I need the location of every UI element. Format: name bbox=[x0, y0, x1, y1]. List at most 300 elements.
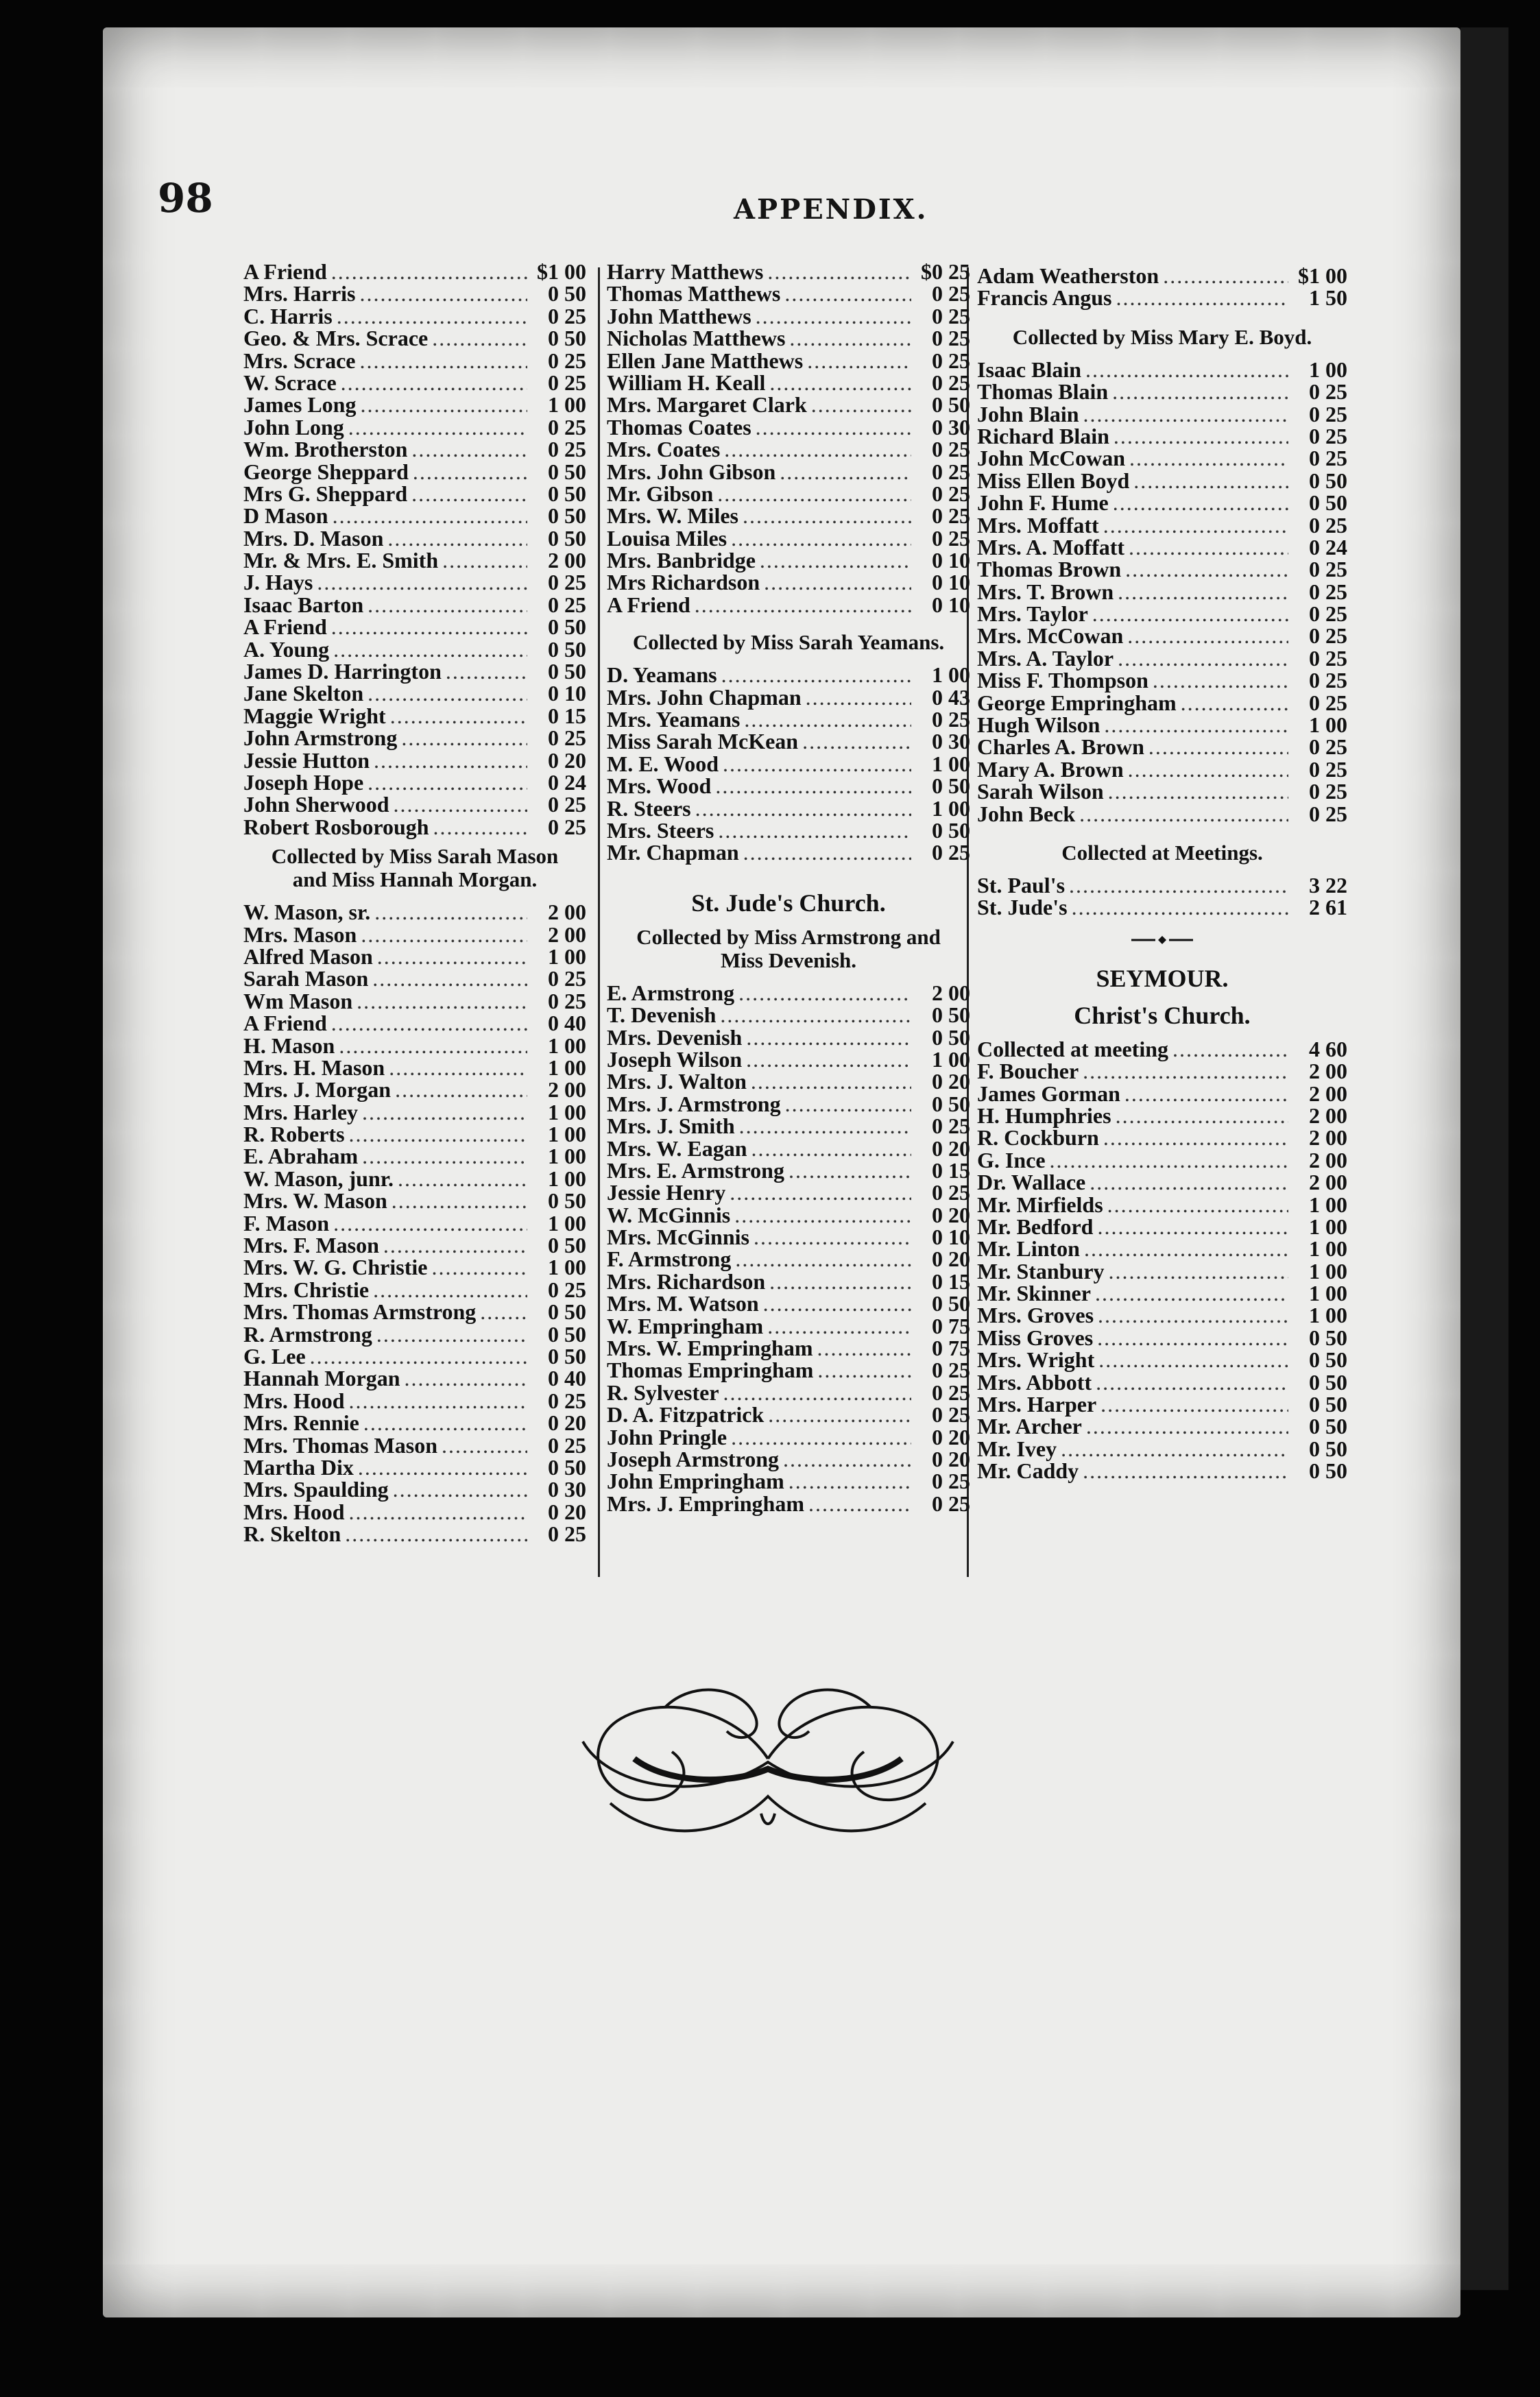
leader-dots bbox=[1112, 381, 1288, 402]
donation-amount: 0 25 bbox=[932, 1469, 970, 1494]
donation-amount: 0 50 bbox=[932, 1024, 970, 1050]
donor-row bbox=[607, 392, 970, 418]
donor-row bbox=[607, 686, 970, 708]
donor-name: Richard Blain bbox=[977, 423, 1109, 448]
leader-dots bbox=[348, 416, 527, 438]
donor-row bbox=[607, 372, 970, 394]
donor-row bbox=[243, 1012, 586, 1034]
donor-row bbox=[977, 287, 1347, 309]
leader-dots bbox=[767, 261, 911, 282]
leader-dots bbox=[333, 1212, 527, 1234]
donation-amount: 2 61 bbox=[1309, 895, 1347, 920]
leader-dots bbox=[1128, 758, 1288, 780]
leader-dots bbox=[1116, 1105, 1288, 1127]
donor-name: Mrs. McGinnis bbox=[607, 1225, 749, 1250]
donation-amount: 0 25 bbox=[548, 1277, 586, 1302]
donor-name: Mr. Archer bbox=[977, 1414, 1082, 1439]
donor-name: Thomas Empringham bbox=[607, 1358, 814, 1383]
leader-dots bbox=[387, 527, 527, 549]
page-edge-shadow bbox=[1460, 27, 1508, 2290]
donor-name: Mrs. T. Brown bbox=[977, 579, 1114, 604]
donor-name: F. Mason bbox=[243, 1210, 330, 1236]
donation-amount: 0 25 bbox=[548, 966, 586, 991]
donor-row bbox=[607, 1204, 970, 1226]
donor-name: Mr. Mirfields bbox=[977, 1192, 1103, 1217]
donor-row bbox=[607, 775, 970, 797]
leader-dots bbox=[401, 727, 527, 749]
donor-name: A Friend bbox=[607, 592, 690, 617]
leader-dots bbox=[377, 945, 527, 967]
donor-row bbox=[607, 327, 970, 349]
donor-name: M. E. Wood bbox=[607, 751, 719, 776]
leader-dots bbox=[349, 1123, 527, 1145]
leader-dots bbox=[1095, 1282, 1288, 1304]
donor-name: James Gorman bbox=[977, 1081, 1120, 1106]
donor-row bbox=[977, 1460, 1347, 1482]
donation-amount: 2 00 bbox=[1309, 1147, 1347, 1172]
donor-row bbox=[607, 708, 970, 730]
collector-heading: Collected by Miss Sarah Yeamans. bbox=[632, 630, 945, 655]
donor-name: John Empringham bbox=[607, 1469, 784, 1494]
donation-amount: 1 00 bbox=[932, 751, 970, 776]
leader-dots bbox=[1103, 1127, 1288, 1148]
donor-row bbox=[977, 379, 1347, 405]
donation-amount: 2 00 bbox=[1309, 1125, 1347, 1151]
donor-name: Mrs. Christie bbox=[243, 1277, 370, 1302]
donor-row bbox=[607, 438, 970, 460]
leader-dots bbox=[784, 282, 911, 304]
donor-name: Mrs. H. Mason bbox=[243, 1055, 385, 1080]
donor-row bbox=[243, 1523, 586, 1545]
donor-name: Mrs. Harley bbox=[243, 1099, 359, 1124]
donor-name: Mrs. John Chapman bbox=[607, 684, 802, 710]
donation-amount: 0 25 bbox=[1309, 690, 1347, 715]
donor-row bbox=[243, 1212, 586, 1234]
leader-dots bbox=[1097, 1216, 1288, 1238]
donation-amount: 0 50 bbox=[548, 1188, 586, 1214]
leader-dots bbox=[398, 1168, 527, 1190]
donor-row bbox=[243, 1145, 586, 1167]
place-heading: SEYMOUR. bbox=[1096, 964, 1229, 992]
donor-name: Harry Matthews bbox=[607, 259, 764, 284]
donation-amount: 0 25 bbox=[932, 840, 970, 865]
donation-amount: 0 25 bbox=[1309, 401, 1347, 426]
donation-amount: 0 40 bbox=[548, 1366, 586, 1391]
donation-amount: 0 75 bbox=[932, 1336, 970, 1361]
donation-amount: 0 25 bbox=[548, 592, 586, 617]
donor-list bbox=[607, 664, 970, 864]
donation-amount: 0 25 bbox=[1309, 801, 1347, 826]
leader-dots bbox=[339, 1035, 527, 1057]
donor-row bbox=[977, 669, 1347, 691]
donation-amount: 0 10 bbox=[932, 1225, 970, 1250]
donation-amount: 0 50 bbox=[548, 459, 586, 484]
donor-name: Joseph Wilson bbox=[607, 1046, 743, 1072]
donation-amount: 0 20 bbox=[932, 1446, 970, 1471]
leader-dots bbox=[760, 549, 911, 571]
donor-row bbox=[607, 1315, 970, 1337]
donor-row bbox=[243, 571, 586, 593]
donor-name: John F. Hume bbox=[977, 490, 1109, 516]
donor-row bbox=[607, 305, 970, 327]
donor-name: Mrs. Thomas Mason bbox=[243, 1432, 437, 1458]
donor-row bbox=[977, 714, 1347, 736]
leader-dots bbox=[1114, 425, 1288, 447]
donation-amount: 1 00 bbox=[932, 795, 970, 821]
donation-amount: 0 50 bbox=[548, 1299, 586, 1325]
donor-row bbox=[243, 1456, 586, 1478]
donor-name: Mrs. Yeamans bbox=[607, 707, 741, 732]
donor-name: Jane Skelton bbox=[243, 681, 364, 706]
donor-name: Mrs Richardson bbox=[607, 570, 760, 595]
donor-name: H. Humphries bbox=[977, 1103, 1111, 1128]
donation-amount: 0 25 bbox=[1309, 579, 1347, 604]
donor-name: Mrs. Moffatt bbox=[977, 512, 1099, 538]
leader-dots bbox=[374, 901, 527, 923]
collector-heading: Collected by Miss Armstrong and Miss Devenish. bbox=[636, 924, 941, 972]
leader-dots bbox=[362, 1145, 527, 1167]
donor-name: Wm. Brotherston bbox=[243, 437, 408, 462]
donation-amount: 1 00 bbox=[932, 662, 970, 688]
donation-amount: 0 10 bbox=[932, 570, 970, 595]
leader-dots bbox=[746, 1048, 911, 1070]
donation-amount: 0 50 bbox=[548, 326, 586, 351]
donor-row bbox=[607, 1070, 970, 1092]
donation-amount: 2 00 bbox=[548, 1077, 586, 1103]
donor-row bbox=[607, 1115, 970, 1137]
column-3 bbox=[977, 265, 1347, 1482]
donor-name: Mr. Ivey bbox=[977, 1436, 1057, 1461]
leader-dots bbox=[1118, 647, 1288, 669]
donor-row bbox=[243, 616, 586, 638]
donation-amount: 0 25 bbox=[1309, 446, 1347, 471]
donation-amount: 0 25 bbox=[932, 1358, 970, 1383]
donation-amount: 0 25 bbox=[932, 348, 970, 373]
donor-name: W. McGinnis bbox=[607, 1202, 731, 1227]
donor-row bbox=[607, 1026, 970, 1048]
donor-row bbox=[977, 1371, 1347, 1393]
leader-dots bbox=[730, 1181, 911, 1203]
leader-dots bbox=[1086, 1415, 1288, 1437]
donor-row bbox=[607, 1337, 970, 1359]
leader-dots bbox=[331, 616, 527, 638]
donor-list bbox=[607, 982, 970, 1515]
leader-dots bbox=[695, 797, 911, 819]
donation-amount: 1 00 bbox=[1309, 357, 1347, 382]
donation-amount: 1 00 bbox=[548, 943, 586, 969]
donation-amount: 0 50 bbox=[1309, 1458, 1347, 1484]
leader-dots bbox=[817, 1337, 911, 1359]
donor-name: F. Armstrong bbox=[607, 1246, 732, 1272]
leader-dots bbox=[743, 841, 911, 863]
donor-name: Jessie Henry bbox=[607, 1180, 726, 1205]
leader-dots bbox=[413, 461, 527, 483]
donor-row bbox=[977, 1304, 1347, 1326]
leader-dots bbox=[337, 305, 527, 327]
donor-row bbox=[977, 803, 1347, 825]
donor-row bbox=[243, 638, 586, 660]
donor-row bbox=[243, 1035, 586, 1057]
donation-amount: 0 25 bbox=[548, 414, 586, 439]
donor-row bbox=[977, 492, 1347, 514]
donor-row bbox=[243, 261, 586, 282]
donor-row bbox=[607, 841, 970, 863]
donor-row bbox=[977, 1349, 1347, 1371]
donation-amount: 1 00 bbox=[548, 1099, 586, 1124]
leader-dots bbox=[723, 753, 911, 775]
donation-amount: 0 25 bbox=[932, 303, 970, 328]
leader-dots bbox=[743, 505, 911, 527]
donor-row bbox=[243, 816, 586, 838]
donor-name: Mr. Skinner bbox=[977, 1281, 1091, 1306]
leader-dots bbox=[349, 1501, 527, 1523]
leader-dots bbox=[1129, 447, 1288, 469]
leader-dots bbox=[1125, 558, 1288, 580]
donor-name: John Long bbox=[243, 414, 344, 439]
collector-heading: Collected by Miss Mary E. Boyd. bbox=[1012, 324, 1312, 349]
donor-row bbox=[977, 1327, 1347, 1349]
leader-dots bbox=[1153, 669, 1288, 691]
donation-amount: 2 00 bbox=[1309, 1170, 1347, 1195]
donation-amount: 0 25 bbox=[1309, 423, 1347, 448]
donation-amount: 0 25 bbox=[548, 1432, 586, 1458]
donor-row bbox=[243, 1323, 586, 1345]
donor-name: Mr. & Mrs. E. Smith bbox=[243, 548, 439, 573]
donor-name: John Blain bbox=[977, 401, 1079, 426]
leader-dots bbox=[1103, 514, 1288, 536]
donor-row bbox=[607, 1248, 970, 1270]
leader-dots bbox=[1108, 780, 1288, 802]
donor-name: John Beck bbox=[977, 801, 1076, 826]
donor-name: W. Mason, sr. bbox=[243, 900, 371, 925]
leader-dots bbox=[1163, 265, 1288, 287]
leader-dots bbox=[1124, 1083, 1288, 1105]
donor-row bbox=[243, 350, 586, 372]
leader-dots bbox=[1096, 1371, 1288, 1393]
donor-name: Isaac Blain bbox=[977, 357, 1082, 382]
donation-amount: 0 30 bbox=[932, 414, 970, 439]
donor-row bbox=[977, 647, 1347, 669]
donor-name: Adam Weatherston bbox=[977, 263, 1159, 288]
donor-name: Mrs. W. Empringham bbox=[607, 1336, 813, 1361]
donor-name: Mrs G. Sheppard bbox=[243, 481, 408, 506]
donation-amount: 0 25 bbox=[1309, 734, 1347, 760]
leader-dots bbox=[331, 1012, 527, 1034]
donor-row bbox=[243, 1256, 586, 1278]
donor-name: Joseph Armstrong bbox=[607, 1446, 779, 1471]
leader-dots bbox=[738, 982, 911, 1004]
leader-dots bbox=[1118, 581, 1288, 603]
donor-name: Mrs. Harper bbox=[977, 1392, 1097, 1417]
donation-amount: 0 50 bbox=[548, 1233, 586, 1258]
donor-row bbox=[607, 1493, 970, 1515]
donor-row bbox=[243, 1234, 586, 1256]
leader-dots bbox=[1092, 603, 1288, 625]
page-number: 98 bbox=[158, 175, 213, 221]
donation-amount: 0 50 bbox=[548, 614, 586, 640]
leader-dots bbox=[359, 350, 527, 372]
leader-dots bbox=[1098, 1349, 1288, 1371]
leader-dots bbox=[372, 967, 527, 989]
leader-dots bbox=[807, 350, 911, 372]
leader-dots bbox=[769, 1270, 911, 1292]
donor-row bbox=[607, 571, 970, 593]
donor-row bbox=[607, 416, 970, 438]
donor-row bbox=[607, 730, 970, 752]
leader-dots bbox=[368, 771, 527, 793]
donor-name: Mrs. Spaulding bbox=[243, 1477, 389, 1502]
donor-name: Wm Mason bbox=[243, 988, 353, 1013]
donation-amount: 0 50 bbox=[1309, 468, 1347, 493]
donor-row bbox=[977, 1060, 1347, 1082]
donor-name: Mrs. Harris bbox=[243, 281, 356, 306]
donation-amount: 0 25 bbox=[932, 459, 970, 484]
donor-list bbox=[977, 1038, 1347, 1482]
donor-row bbox=[607, 350, 970, 372]
donation-amount: 0 25 bbox=[1309, 512, 1347, 538]
donor-row bbox=[977, 1149, 1347, 1171]
donor-name: John Armstrong bbox=[243, 725, 398, 751]
donor-list bbox=[607, 261, 970, 616]
donor-name: Mrs. John Gibson bbox=[607, 459, 776, 484]
leader-dots bbox=[1084, 1238, 1288, 1260]
donor-row bbox=[243, 771, 586, 793]
donation-amount: 0 25 bbox=[932, 437, 970, 462]
leader-dots bbox=[723, 1382, 911, 1404]
donation-amount: 1 00 bbox=[548, 1033, 586, 1058]
donor-name: W. Mason, junr. bbox=[243, 1166, 394, 1191]
donor-row bbox=[607, 1402, 970, 1428]
donor-row bbox=[977, 403, 1347, 425]
donor-name: George Sheppard bbox=[243, 459, 409, 484]
donor-name: H. Mason bbox=[243, 1033, 335, 1058]
donation-amount: 2 00 bbox=[1309, 1081, 1347, 1106]
donor-row bbox=[607, 982, 970, 1004]
church-heading: St. Jude's Church. bbox=[691, 889, 886, 917]
donor-row bbox=[243, 392, 586, 418]
leader-dots bbox=[769, 372, 911, 394]
donor-name: John Sherwood bbox=[243, 792, 389, 817]
donor-row bbox=[607, 483, 970, 505]
donor-name: Mrs. J. Walton bbox=[607, 1069, 747, 1094]
donor-row bbox=[977, 1216, 1347, 1238]
donor-row bbox=[607, 753, 970, 775]
donation-amount: 0 50 bbox=[932, 1002, 970, 1028]
donor-name: Mrs. D. Mason bbox=[243, 525, 384, 551]
leader-dots bbox=[695, 594, 911, 616]
leader-dots bbox=[433, 816, 527, 838]
donor-name: Robert Rosborough bbox=[243, 814, 429, 839]
donor-row bbox=[243, 1077, 586, 1103]
donation-amount: 0 40 bbox=[548, 1011, 586, 1036]
leader-dots bbox=[767, 1315, 911, 1337]
donation-amount: 0 50 bbox=[932, 1091, 970, 1116]
donor-name: Mrs. Steers bbox=[607, 817, 714, 843]
donation-amount: 0 50 bbox=[548, 1321, 586, 1347]
donation-amount: 0 15 bbox=[932, 1157, 970, 1183]
donor-name: Martha Dix bbox=[243, 1454, 354, 1480]
donor-row bbox=[607, 1426, 970, 1448]
leader-dots bbox=[1129, 536, 1288, 558]
donation-amount: 0 20 bbox=[548, 1410, 586, 1436]
donor-row bbox=[243, 1279, 586, 1301]
leader-dots bbox=[1107, 1194, 1288, 1216]
donation-amount: 1 00 bbox=[932, 1046, 970, 1072]
donor-name: John Pringle bbox=[607, 1424, 727, 1449]
donor-name: Mrs. Wood bbox=[607, 773, 712, 799]
donation-amount: 0 25 bbox=[932, 1180, 970, 1205]
donor-name: T. Devenish bbox=[607, 1002, 717, 1028]
donation-amount: 0 25 bbox=[548, 792, 586, 817]
donor-row bbox=[977, 603, 1347, 625]
leader-dots bbox=[394, 793, 528, 815]
donation-amount: 1 00 bbox=[1309, 1214, 1347, 1239]
leader-dots bbox=[376, 1323, 527, 1345]
donor-row bbox=[977, 1038, 1347, 1060]
leader-dots bbox=[1100, 1393, 1288, 1415]
donor-name: James D. Harrington bbox=[243, 659, 442, 684]
donation-amount: 0 20 bbox=[932, 1069, 970, 1094]
leader-dots bbox=[811, 394, 911, 415]
donation-amount: 0 25 bbox=[548, 1388, 586, 1413]
leader-dots bbox=[1181, 692, 1288, 714]
leader-dots bbox=[390, 705, 527, 727]
donation-amount: 2 00 bbox=[548, 548, 586, 573]
donation-amount: 0 20 bbox=[548, 747, 586, 773]
donor-name: Ellen Jane Matthews bbox=[607, 348, 804, 373]
donation-amount: 0 50 bbox=[548, 1343, 586, 1369]
donor-row bbox=[607, 1137, 970, 1159]
donation-amount: 0 50 bbox=[548, 503, 586, 529]
donation-amount: 0 50 bbox=[548, 281, 586, 306]
donor-row bbox=[977, 536, 1347, 558]
leader-dots bbox=[1069, 874, 1288, 896]
donation-amount: 1 00 bbox=[1309, 712, 1347, 738]
donor-name: Mrs. A. Taylor bbox=[977, 645, 1114, 671]
donor-row bbox=[243, 1168, 586, 1190]
donor-name: Joseph Hope bbox=[243, 769, 364, 795]
donor-name: Mrs. J. Armstrong bbox=[607, 1091, 781, 1116]
donor-name: D Mason bbox=[243, 503, 328, 529]
donation-amount: 0 20 bbox=[932, 1135, 970, 1161]
donor-row bbox=[977, 447, 1347, 469]
donor-row bbox=[607, 527, 970, 549]
donation-amount: 0 50 bbox=[1309, 1325, 1347, 1350]
donor-row bbox=[607, 1181, 970, 1203]
leader-dots bbox=[361, 924, 527, 945]
leader-dots bbox=[1148, 736, 1288, 758]
leader-dots bbox=[734, 1204, 911, 1226]
donation-amount: 0 50 bbox=[1309, 1414, 1347, 1439]
leader-dots bbox=[802, 730, 911, 752]
donation-amount: 1 00 bbox=[548, 1255, 586, 1280]
donor-list bbox=[243, 261, 586, 838]
donor-name: A. Young bbox=[243, 636, 330, 662]
donor-row bbox=[977, 1393, 1347, 1415]
donor-name: F. Boucher bbox=[977, 1059, 1079, 1084]
donation-amount: 0 24 bbox=[1309, 534, 1347, 559]
donor-name: Collected at meeting bbox=[977, 1036, 1169, 1061]
donor-row bbox=[243, 282, 586, 304]
leader-dots bbox=[764, 571, 911, 593]
donor-row bbox=[243, 1478, 586, 1500]
donation-amount: 0 10 bbox=[548, 681, 586, 706]
leader-dots bbox=[756, 305, 911, 327]
donor-name: Mr. Stanbury bbox=[977, 1258, 1105, 1284]
donor-name: Miss Ellen Boyd bbox=[977, 468, 1130, 493]
donor-row bbox=[977, 1260, 1347, 1282]
leader-dots bbox=[442, 1434, 527, 1456]
